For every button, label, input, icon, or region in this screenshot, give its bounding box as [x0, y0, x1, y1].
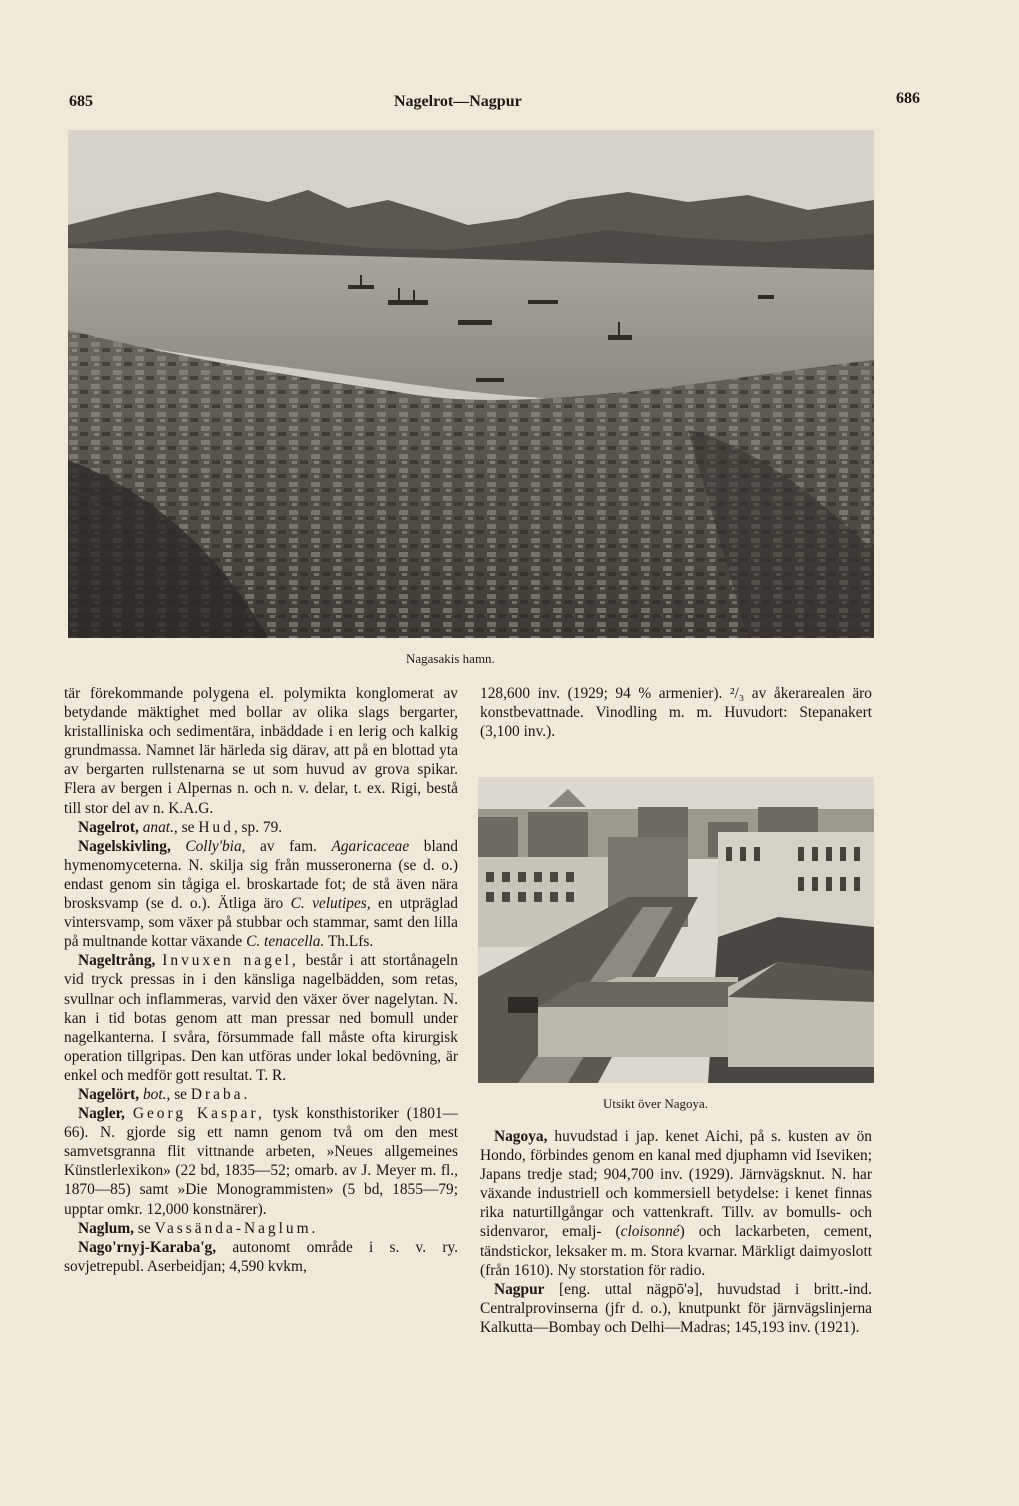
entry-italic: anat. — [142, 818, 174, 836]
entry-nagelort — [64, 1085, 458, 1104]
entry-nagler — [64, 1104, 458, 1219]
entry-naglum — [64, 1219, 458, 1238]
author-signature: Th.Lfs. — [327, 933, 374, 951]
right-text-column-top — [480, 684, 872, 741]
entry-italic: C. velutipes, — [290, 895, 371, 913]
page-number-left: 685 — [69, 93, 93, 110]
running-title: Nagelrot—Nagpur — [394, 93, 522, 110]
entry-headword: Nago'rnyj-Karaba'g, — [78, 1238, 217, 1256]
entry-text: av fam. — [260, 837, 317, 855]
entry-spaced: Georg Kaspar, — [132, 1105, 265, 1123]
entry-italic: Colly'bia, — [185, 837, 246, 855]
entry-text: , sp. 79. — [233, 818, 283, 836]
entry-text: [eng. uttal nägpō'ə], huvudstad i britt.-ind. Centralprovinserna (jfr d. o.), knutpunkt för järnvägslinjerna Kalkutta—Bombay och Delhi—Madras; 145,193 inv. (1921). — [480, 1280, 872, 1336]
author-signature: T. R. — [256, 1066, 287, 1084]
entry-text: autonomt område i s. v. ry. sovjetrepubl. Aserbeidjan; 4,590 kvkm, — [64, 1238, 458, 1275]
entry-text: består i att stortånageln vid tryck pressas in i den känsliga nagelbädden, som retas, svullnar och inflammeras, varvid den växer över nagelytan. N. kan i tid botas genom att man pressar ned bomull under nagelkanterna. I svåra, försummade fall måste ofta kirurgisk operation tillgripas. Den kan utföras under lokal bedövning, är enkel och medför gott resultat. — [64, 952, 459, 1084]
entry-italic: cloisonné — [620, 1223, 680, 1241]
cross-reference: Vassända-Naglum — [154, 1219, 312, 1237]
entry-headword: Nagelrot, — [78, 818, 139, 836]
entry-headword: Naglum, — [78, 1219, 135, 1237]
entry-nagornyj-karabag — [64, 1238, 458, 1276]
entry-text: se — [137, 1219, 151, 1237]
nagoya-view-photo — [478, 777, 874, 1083]
nagoya-view-image — [478, 777, 874, 1083]
entry-text: en utpräglad vintersvamp, som växer på stubbar och stammar, samt den lilla på multnande kottar växande — [64, 895, 458, 951]
entry-spaced: Invuxen nagel, — [162, 952, 299, 970]
entry-text: huvudstad i jap. kenet Aichi, på s. kusten av ön Hondo, förbindes genom en kanal med djuphamn vid Iseviken; Japans tredje stad; 904,700 inv. (1929). Järnvägsknut. N. har växande industriell och kommersiell betydelse: i kenet finnas rika naturtillgångar och vattenkraft. Tillv. av bomulls- och sidenvaror, emalj- ( — [480, 1128, 872, 1241]
entry-nagpur — [480, 1280, 872, 1337]
entry-text: ) och lackarbeten, cement, tändstickor, leksaker m. m. Stora kvarnar. Märkligt daimyoslott (från 1610). Ny storstation för radio. — [480, 1223, 872, 1279]
entry-headword: Nagelskivling, — [78, 837, 171, 855]
continuation-text: 128,600 inv. (1929; 94 % armenier). ²/₃ av åkerarealen äro konstbevattnade. Vinodling m. m. Huvudort: Stepanakert (3,100 inv.). — [480, 685, 872, 741]
cross-reference: Hud — [198, 818, 234, 836]
entry-italic: Agaricaceae — [331, 837, 410, 855]
entry-headword: Nagpur — [494, 1280, 545, 1298]
nagoya-photo-caption: Utsikt över Nagoya. — [603, 1096, 709, 1111]
continuation-paragraph — [480, 684, 872, 741]
entry-italic: bot. — [142, 1085, 167, 1103]
entry-text: . — [311, 1219, 316, 1237]
entry-italic: C. tenacella. — [246, 933, 325, 951]
entry-headword: Nagoya, — [494, 1128, 548, 1145]
top-photo-caption: Nagasakis hamn. — [406, 651, 495, 666]
entry-headword: Nagelört, — [78, 1085, 140, 1103]
entry-text: , se — [173, 818, 195, 836]
entry-text: bland hymenomyceterna. N. skilja sig från musseronerna (se d. o.) endast genom sin tågiga el. broskartade fot; de stå även nära brosksvamp (se d. o.). Ätliga äro — [64, 837, 458, 913]
continuation-paragraph — [64, 684, 458, 818]
entry-text: , se — [166, 1085, 188, 1103]
cross-reference: Draba — [190, 1085, 244, 1103]
entry-nagelskivling — [64, 837, 458, 952]
entry-nagelrot — [64, 818, 458, 837]
continuation-text: tär förekommande polygena el. polymikta konglomerat av betydande mäktighet med bollar av olika slags bergarter, kristalliniska och sedimentära, inbäddade i en lerig och kalkig grundmassa. Namnet lär härleda sig därav, att på en blottad yta av bergarten rullstenarna se ut som huvud av grova spikar. Flera av bergen i Alpernas n. och n. v. delar, t. ex. Rigi, bestå till stor del av n. K.A.G. — [64, 685, 458, 817]
entry-headword: Nagler, — [78, 1105, 125, 1123]
entry-text: . — [243, 1085, 248, 1103]
nagasaki-harbour-photo — [68, 130, 874, 638]
entry-text: tysk konsthistoriker (1801—66). N. gjorde sig ett namn genom två om den mest samvetsgranna flit vittnande arbeten, »Neues allgemeines Künstlerlexikon» (22 bd, 1835—52; omarb. av J. Meyer m. fl., 1870—85) samt »Die Monogrammisten» (5 bd, 1855—79; upptar omkr. 12,000 konstnärer). — [64, 1105, 458, 1218]
right-text-column-bottom — [480, 1127, 872, 1337]
entry-nageltrang — [64, 951, 458, 1085]
page-number-right: 686 — [896, 90, 920, 107]
nagasaki-harbour-image — [68, 130, 874, 638]
entry-headword: Nageltrång, — [78, 952, 156, 970]
left-text-column — [64, 684, 458, 1276]
entry-nagoya — [480, 1127, 872, 1280]
